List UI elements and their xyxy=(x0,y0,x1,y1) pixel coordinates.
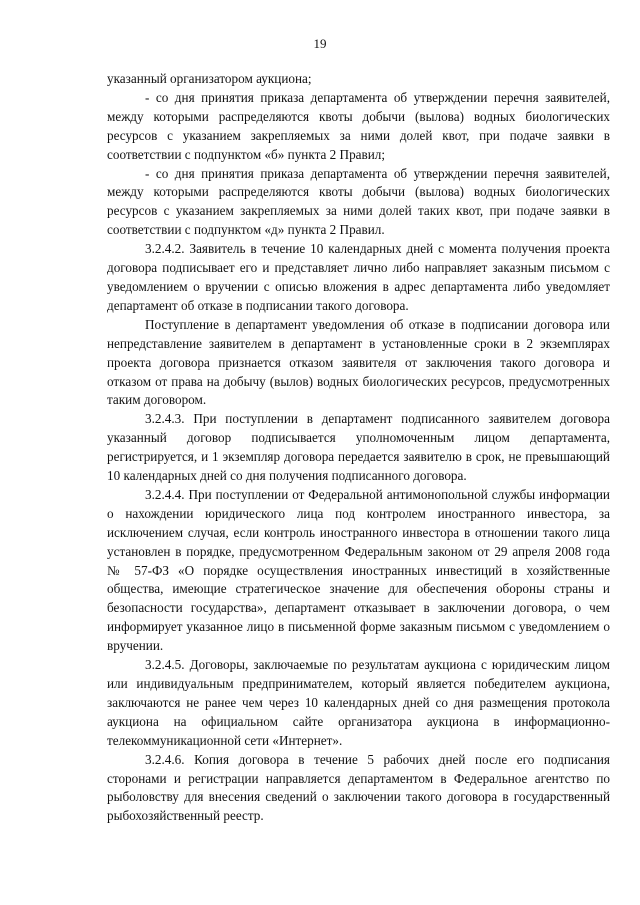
paragraph: 3.2.4.3. При поступлении в департамент подписанного заявителем договора указанный договор подписывается уполномоченным лицом департамента, регистрируется, и 1 экземпляр договора передается заявителю в срок, не превышающий 10 календарных дней со дня получения подписанного договора. xyxy=(107,411,610,484)
paragraph: 3.2.4.5. Договоры, заключаемые по результатам аукциона с юридическим лицом или индивидуальным предпринимателем, который является победителем аукциона, заключаются не ранее чем через 10 календарных дней со дня размещения протокола аукциона на официальном сайте организатора аукциона в информационно-телекоммуникационной сети «Интернет». xyxy=(107,657,610,748)
document-body xyxy=(107,70,610,826)
paragraph: 3.2.4.2. Заявитель в течение 10 календарных дней с момента получения проекта договора подписывает его и представляет лично либо направляет заказным письмом с уведомлением о вручении с описью вложения в адрес департамента либо уведомляет департамент об отказе в подписании такого договора. xyxy=(107,241,610,313)
paragraph: Поступление в департамент уведомления об отказе в подписании договора или непредставление заявителем в департамент в установленные сроки в 2 экземплярах проекта договора признается отказом заявителя от заключения такого договора и отказом от права на добычу (вылов) водных биологических ресурсов, предусмотренных таким договором. xyxy=(107,316,610,408)
paragraph: указанный организатором аукциона; xyxy=(107,71,312,86)
page-number: 19 xyxy=(313,36,327,51)
paragraph: - со дня принятия приказа департамента об утверждении перечня заявителей, между которыми распределяются квоты добычи (вылова) водных биологических ресурсов с указанием закрепляемых за ними долей таких квот, при подаче заявки в соответствии с подпунктом «д» пункта 2 Правил. xyxy=(107,165,610,238)
paragraph: - со дня принятия приказа департамента об утверждении перечня заявителей, между которыми распределяются квоты добычи (вылова) водных биологических ресурсов с указанием закрепляемых за ними долей квот, при подаче заявки в соответствии с подпунктом «б» пункта 2 Правил; xyxy=(107,89,610,162)
paragraph: 3.2.4.4. При поступлении от Федеральной антимонопольной службы информации о нахождении юридического лица под контролем иностранного инвестора, за исключением случая, если контроль иностранного инвестора в отношении такого лица установлен в порядке, предусмотренном Федеральным законом от 29 апреля 2008 года № 57-ФЗ «О порядке осуществления иностранных инвестиций в хозяйственные общества, имеющие стратегическое значение для обеспечения обороны страны и безопасности государства», департамент отказывает в заключении договора, о чем информирует указанное лицо в письменной форме заказным письмом с уведомлением о вручении. xyxy=(107,486,610,654)
paragraph: 3.2.4.6. Копия договора в течение 5 рабочих дней после его подписания сторонами и регистрации направляется департаментом в Федеральное агентство по рыболовству для внесения сведений о заключении такого договора в государственный рыбохозяйственный реестр. xyxy=(107,751,610,824)
